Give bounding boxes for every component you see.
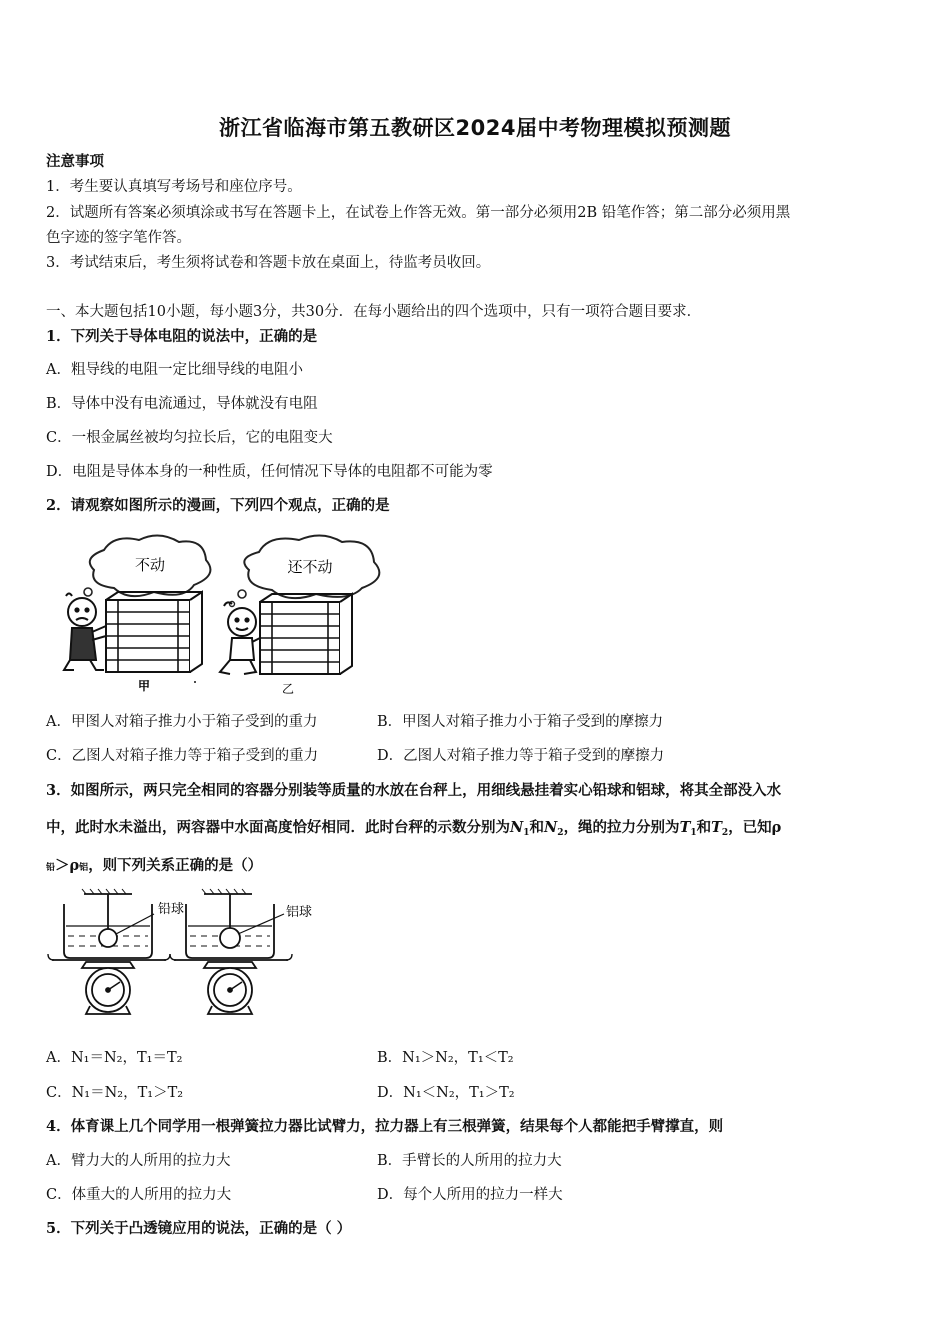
notice-item: 1．考生要认真填写考场号和座位序号。 xyxy=(46,179,302,195)
q3-text-d: 和 xyxy=(696,819,712,836)
q3-rho: ＞ρ xyxy=(55,857,80,874)
q4-option-d: D．每个人所用的拉力一样大 xyxy=(377,1187,563,1203)
notice-item: 2．试题所有答案必须填涂或书写在答题卡上，在试卷上作答无效。第一部分必须用2B 铅笔作答；第二部分必须用黑 xyxy=(46,205,791,221)
section-heading: 一、本大题包括10小题，每小题3分，共30分．在每小题给出的四个选项中，只有一项符合题目要求． xyxy=(46,304,702,320)
label-aluminum-ball: 铝球 xyxy=(286,905,313,920)
bubble-text-left: 不动 xyxy=(134,556,166,574)
q3-sub-lead: 铅 xyxy=(46,863,56,873)
question-4-stem: 4．体育课上几个同学用一根弹簧拉力器比试臂力，拉力器上有三根弹簧，结果每个人都能把手臂撑直，则 xyxy=(46,1118,724,1135)
person-right xyxy=(220,602,260,674)
q3-text-b: 和 xyxy=(529,819,545,836)
q2-option-c: C．乙图人对箱子推力等于箱子受到的重力 xyxy=(46,748,319,764)
crate-right xyxy=(260,594,352,674)
figure-label-left: 甲 xyxy=(138,679,151,693)
label-lead-ball: 铅球 xyxy=(158,902,185,917)
cartoon-figure xyxy=(44,530,394,700)
question-3-stem-line3 xyxy=(46,856,262,878)
q3-option-d: D．N₁＜N₂，T₁＞T₂ xyxy=(377,1085,515,1101)
crate-left xyxy=(106,592,202,672)
container-right xyxy=(170,889,292,960)
q3-option-c: C．N₁＝N₂，T₁＞T₂ xyxy=(46,1085,184,1101)
scale-figure xyxy=(46,888,346,1023)
bubble-text-right: 还不动 xyxy=(287,558,333,576)
q3-text-e: ，已知ρ xyxy=(728,819,782,836)
q3-text-c: ，绳的拉力分别为 xyxy=(563,819,680,836)
figure-label-right: 乙 xyxy=(282,682,295,696)
q3-option-a: A．N₁＝N₂，T₁＝T₂ xyxy=(46,1050,183,1066)
page-title: 浙江省临海市第五教研区2024届中考物理模拟预测题 xyxy=(219,116,731,140)
q4-option-a: A．臂力大的人所用的拉力大 xyxy=(46,1153,231,1169)
container-left xyxy=(48,889,170,960)
scale-left xyxy=(82,962,134,1014)
question-1-stem: 1．下列关于导体电阻的说法中，正确的是 xyxy=(46,328,318,345)
question-2-stem: 2．请观察如图所示的漫画，下列四个观点，正确的是 xyxy=(46,497,390,514)
q1-option-b: B．导体中没有电流通过，导体就没有电阻 xyxy=(46,396,318,412)
q2-option-b: B．甲图人对箱子推力小于箱子受到的摩擦力 xyxy=(377,714,664,730)
q3-question-end: ，则下列关系正确的是（） xyxy=(88,857,263,874)
question-5-stem: 5．下列关于凸透镜应用的说法，正确的是（ ） xyxy=(46,1220,352,1237)
q3-text-a: 中，此时水未溢出，两容器中水面高度恰好相同．此时台秤的示数分别为 xyxy=(46,819,510,836)
scale-right xyxy=(204,962,256,1014)
q4-option-c: C．体重大的人所用的拉力大 xyxy=(46,1187,232,1203)
q4-option-b: B．手臂长的人所用的拉力大 xyxy=(377,1153,562,1169)
q1-option-c: C．一根金属丝被均匀拉长后，它的电阻变大 xyxy=(46,430,333,446)
notice-item: 色字迹的签字笔作答。 xyxy=(46,230,191,246)
q1-option-d: D．电阻是导体本身的一种性质，任何情况下导体的电阻都不可能为零 xyxy=(46,464,493,480)
q2-option-d: D．乙图人对箱子推力等于箱子受到的摩擦力 xyxy=(377,748,665,764)
person-left xyxy=(64,594,106,671)
notice-item: 3．考试结束后，考生须将试卷和答题卡放在桌面上，待监考员收回。 xyxy=(46,255,491,271)
q3-sub-aluminum: 铝 xyxy=(79,863,89,873)
q1-option-a: A．粗导线的电阻一定比细导线的电阻小 xyxy=(46,362,303,378)
question-3-stem-line2: 中，此时水未溢出，两容器中水面高度恰好相同．此时台秤的示数分别为$N_1$和$N_2$，绳的拉力分别为$T_1$和$T_2$，已知ρ xyxy=(46,819,782,838)
notice-heading: 注意事项 xyxy=(46,153,104,170)
q3-option-b: B．N₁＞N₂，T₁＜T₂ xyxy=(377,1050,514,1066)
question-3-stem-line1: 3．如图所示，两只完全相同的容器分别装等质量的水放在台秤上，用细线悬挂着实心铅球和铝球，将其全部没入水 xyxy=(46,782,782,799)
q2-option-a: A．甲图人对箱子推力小于箱子受到的重力 xyxy=(46,714,318,730)
